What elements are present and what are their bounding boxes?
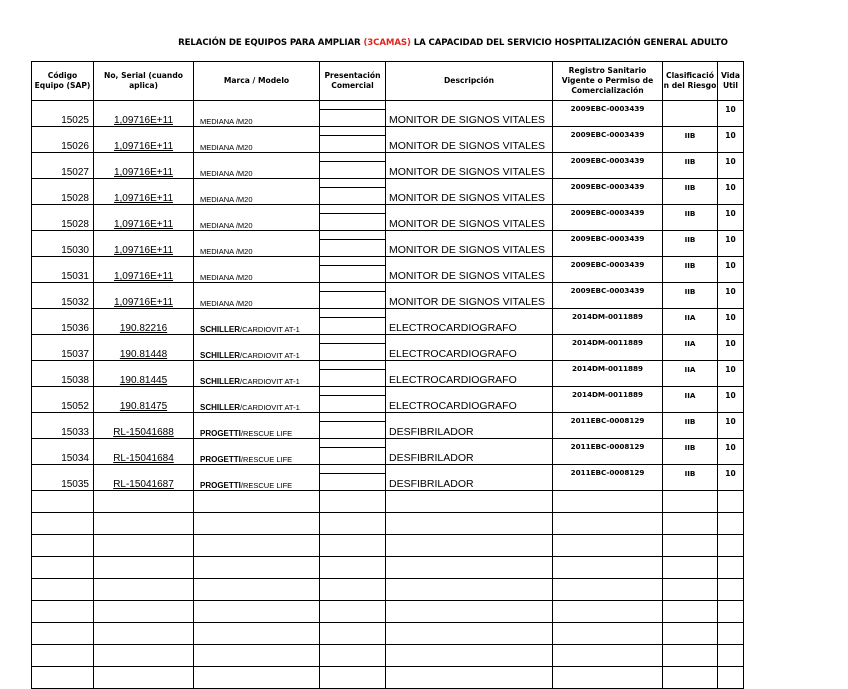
cell-risk: IIA (663, 387, 718, 413)
empty-cell (32, 513, 94, 535)
model-name: /CARDIOVIT AT-1 (240, 377, 300, 386)
serial-value: 1,09716E+11 (113, 245, 174, 256)
model-name: MEDIANA /M20 (200, 221, 253, 230)
presentation-box (320, 135, 385, 152)
cell-serial (94, 153, 194, 179)
cell-presentation (320, 413, 386, 439)
cell-presentation (320, 127, 386, 153)
empty-cell (386, 491, 553, 513)
presentation-box (320, 265, 385, 282)
title-before: RELACIÓN DE EQUIPOS PARA AMPLIAR (178, 38, 364, 48)
cell-life: 10 (718, 387, 744, 413)
table-row (32, 413, 744, 439)
empty-cell (94, 491, 194, 513)
empty-cell (386, 601, 553, 623)
brand-name: SCHILLER (200, 325, 240, 334)
empty-cell (663, 513, 718, 535)
empty-cell (553, 557, 663, 579)
model-name: MEDIANA /M20 (200, 299, 253, 308)
cell-presentation (320, 101, 386, 127)
serial-value: 1,09716E+11 (113, 141, 174, 152)
table-row (32, 153, 744, 179)
table-row (32, 361, 744, 387)
cell-brand-model (194, 335, 320, 361)
cell-code: 15033 (32, 413, 94, 439)
cell-risk: IIB (663, 231, 718, 257)
cell-code: 15030 (32, 231, 94, 257)
empty-cell (94, 535, 194, 557)
cell-brand-model (194, 465, 320, 491)
cell-brand-model (194, 387, 320, 413)
cell-brand-model (194, 283, 320, 309)
serial-value: 1,09716E+11 (113, 297, 174, 308)
cell-life: 10 (718, 231, 744, 257)
model-name: MEDIANA /M20 (200, 169, 253, 178)
empty-cell (553, 579, 663, 601)
serial-value: 1,09716E+11 (113, 115, 174, 126)
empty-cell (718, 623, 744, 645)
brand-name: SCHILLER (200, 377, 240, 386)
presentation-box (320, 291, 385, 308)
cell-serial (94, 231, 194, 257)
cell-brand-model (194, 413, 320, 439)
brand-name: PROGETTI (200, 429, 241, 438)
empty-cell (663, 623, 718, 645)
cell-brand-model (194, 127, 320, 153)
empty-cell (194, 667, 320, 689)
empty-cell (94, 601, 194, 623)
cell-description: MONITOR DE SIGNOS VITALES (386, 101, 553, 127)
table-row (32, 335, 744, 361)
cell-presentation (320, 309, 386, 335)
table-row (32, 231, 744, 257)
empty-cell (553, 513, 663, 535)
cell-presentation (320, 153, 386, 179)
cell-risk: IIB (663, 179, 718, 205)
cell-description: MONITOR DE SIGNOS VITALES (386, 283, 553, 309)
cell-code: 15028 (32, 179, 94, 205)
cell-risk: IIA (663, 335, 718, 361)
empty-cell (663, 557, 718, 579)
cell-description: ELECTROCARDIOGRAFO (386, 309, 553, 335)
header-serial: No, Serial (cuando aplica) (94, 62, 194, 101)
table-row (32, 257, 744, 283)
cell-brand-model (194, 179, 320, 205)
cell-registry: 2009EBC-0003439 (553, 205, 663, 231)
cell-serial (94, 335, 194, 361)
cell-registry: 2009EBC-0003439 (553, 127, 663, 153)
empty-cell (94, 667, 194, 689)
cell-presentation (320, 257, 386, 283)
cell-risk: IIB (663, 413, 718, 439)
cell-serial (94, 309, 194, 335)
model-name: /RESCUE LIFE (240, 481, 293, 490)
cell-serial (94, 179, 194, 205)
cell-presentation (320, 387, 386, 413)
serial-value: RL-15041687 (113, 479, 174, 490)
empty-cell (32, 601, 94, 623)
cell-presentation (320, 231, 386, 257)
cell-brand-model (194, 361, 320, 387)
header-brand: Marca / Modelo (194, 62, 320, 101)
cell-code: 15035 (32, 465, 94, 491)
cell-serial (94, 413, 194, 439)
table-row (32, 101, 744, 127)
empty-cell (553, 623, 663, 645)
empty-cell (553, 601, 663, 623)
cell-serial (94, 361, 194, 387)
cell-life: 10 (718, 205, 744, 231)
cell-code: 15052 (32, 387, 94, 413)
cell-brand-model (194, 205, 320, 231)
empty-cell (718, 491, 744, 513)
cell-registry: 2009EBC-0003439 (553, 231, 663, 257)
empty-cell (320, 601, 386, 623)
cell-description: MONITOR DE SIGNOS VITALES (386, 205, 553, 231)
empty-cell (386, 623, 553, 645)
empty-cell (94, 579, 194, 601)
cell-code: 15038 (32, 361, 94, 387)
cell-presentation (320, 283, 386, 309)
cell-life: 10 (718, 127, 744, 153)
presentation-box (320, 213, 385, 230)
cell-serial (94, 387, 194, 413)
empty-cell (94, 557, 194, 579)
empty-cell (320, 535, 386, 557)
presentation-box (320, 447, 385, 464)
presentation-box (320, 239, 385, 256)
header-presentation: Presentación Comercial (320, 62, 386, 101)
cell-life: 10 (718, 413, 744, 439)
cell-serial (94, 283, 194, 309)
empty-cell (32, 667, 94, 689)
cell-code: 15036 (32, 309, 94, 335)
cell-risk: IIB (663, 127, 718, 153)
empty-cell (386, 557, 553, 579)
empty-cell (663, 491, 718, 513)
empty-cell (94, 623, 194, 645)
table-header-row (32, 62, 744, 101)
model-name: MEDIANA /M20 (200, 273, 253, 282)
cell-serial (94, 127, 194, 153)
model-name: /RESCUE LIFE (240, 429, 293, 438)
cell-risk: IIB (663, 283, 718, 309)
empty-cell (194, 557, 320, 579)
empty-row (32, 579, 744, 601)
cell-code: 15037 (32, 335, 94, 361)
presentation-box (320, 369, 385, 386)
cell-risk: IIA (663, 309, 718, 335)
serial-value: 190.81445 (119, 375, 168, 386)
empty-cell (663, 535, 718, 557)
cell-serial (94, 257, 194, 283)
cell-registry: 2009EBC-0003439 (553, 283, 663, 309)
empty-cell (194, 535, 320, 557)
brand-name: PROGETTI (200, 481, 241, 490)
empty-cell (386, 535, 553, 557)
cell-life: 10 (718, 257, 744, 283)
serial-value: 1,09716E+11 (113, 193, 174, 204)
empty-cell (194, 623, 320, 645)
cell-brand-model (194, 231, 320, 257)
cell-registry: 2009EBC-0003439 (553, 257, 663, 283)
cell-life: 10 (718, 335, 744, 361)
cell-brand-model (194, 439, 320, 465)
empty-row (32, 535, 744, 557)
table-row (32, 127, 744, 153)
empty-cell (663, 667, 718, 689)
cell-registry: 2011EBC-0008129 (553, 413, 663, 439)
cell-life: 10 (718, 283, 744, 309)
cell-registry: 2014DM-0011889 (553, 335, 663, 361)
cell-presentation (320, 335, 386, 361)
model-name: MEDIANA /M20 (200, 195, 253, 204)
cell-serial (94, 465, 194, 491)
empty-row (32, 513, 744, 535)
cell-description: MONITOR DE SIGNOS VITALES (386, 231, 553, 257)
empty-cell (553, 667, 663, 689)
serial-value: 190.82216 (119, 323, 168, 334)
presentation-box (320, 109, 385, 126)
table-row (32, 439, 744, 465)
cell-registry: 2014DM-0011889 (553, 387, 663, 413)
cell-description: MONITOR DE SIGNOS VITALES (386, 179, 553, 205)
cell-risk: IIB (663, 257, 718, 283)
empty-cell (32, 535, 94, 557)
cell-presentation (320, 465, 386, 491)
serial-value: 1,09716E+11 (113, 167, 174, 178)
cell-description: DESFIBRILADOR (386, 413, 553, 439)
empty-cell (718, 579, 744, 601)
cell-description: ELECTROCARDIOGRAFO (386, 361, 553, 387)
presentation-box (320, 473, 385, 490)
empty-cell (32, 557, 94, 579)
empty-cell (320, 491, 386, 513)
model-name: /CARDIOVIT AT-1 (240, 403, 300, 412)
presentation-box (320, 161, 385, 178)
empty-cell (320, 579, 386, 601)
empty-cell (194, 513, 320, 535)
cell-life: 10 (718, 153, 744, 179)
header-code: Código Equipo (SAP) (32, 62, 94, 101)
table-row (32, 179, 744, 205)
cell-registry: 2009EBC-0003439 (553, 153, 663, 179)
presentation-box (320, 395, 385, 412)
cell-life: 10 (718, 101, 744, 127)
cell-description: MONITOR DE SIGNOS VITALES (386, 127, 553, 153)
empty-cell (718, 601, 744, 623)
cell-risk: IIA (663, 361, 718, 387)
model-name: /CARDIOVIT AT-1 (240, 325, 300, 334)
cell-description: DESFIBRILADOR (386, 465, 553, 491)
cell-registry: 2014DM-0011889 (553, 361, 663, 387)
empty-cell (386, 513, 553, 535)
cell-life: 10 (718, 361, 744, 387)
empty-cell (194, 579, 320, 601)
table-row (32, 309, 744, 335)
serial-value: RL-15041688 (113, 427, 174, 438)
header-registry: Registro Sanitario Vigente o Permiso de Comercialización (553, 62, 663, 101)
header-risk: Clasificació n del Riesgo (663, 62, 718, 101)
cell-registry: 2014DM-0011889 (553, 309, 663, 335)
empty-cell (32, 491, 94, 513)
serial-value: 1,09716E+11 (113, 219, 174, 230)
empty-cell (663, 601, 718, 623)
page-title (0, 38, 848, 48)
cell-serial (94, 439, 194, 465)
model-name: /CARDIOVIT AT-1 (240, 351, 300, 360)
cell-brand-model (194, 257, 320, 283)
cell-code: 15026 (32, 127, 94, 153)
empty-cell (553, 491, 663, 513)
empty-cell (320, 557, 386, 579)
cell-life: 10 (718, 309, 744, 335)
presentation-box (320, 317, 385, 334)
empty-cell (718, 535, 744, 557)
empty-row (32, 491, 744, 513)
empty-cell (32, 579, 94, 601)
empty-cell (386, 667, 553, 689)
empty-cell (718, 513, 744, 535)
cell-life: 10 (718, 179, 744, 205)
cell-registry: 2009EBC-0003439 (553, 101, 663, 127)
presentation-box (320, 421, 385, 438)
presentation-box (320, 343, 385, 360)
cell-presentation (320, 439, 386, 465)
empty-row (32, 667, 744, 689)
table-row (32, 283, 744, 309)
cell-brand-model (194, 309, 320, 335)
cell-description: ELECTROCARDIOGRAFO (386, 387, 553, 413)
serial-value: 190.81475 (119, 401, 168, 412)
cell-life: 10 (718, 439, 744, 465)
cell-code: 15034 (32, 439, 94, 465)
cell-code: 15031 (32, 257, 94, 283)
cell-presentation (320, 179, 386, 205)
cell-registry: 2011EBC-0008129 (553, 465, 663, 491)
title-after: LA CAPACIDAD DEL SERVICIO HOSPITALIZACIÓN GENERAL ADULTO (410, 38, 728, 48)
brand-name: PROGETTI (200, 455, 241, 464)
serial-value: 190.81448 (119, 349, 168, 360)
empty-cell (718, 557, 744, 579)
cell-registry: 2009EBC-0003439 (553, 179, 663, 205)
empty-row (32, 623, 744, 645)
model-name: MEDIANA /M20 (200, 247, 253, 256)
cell-description: MONITOR DE SIGNOS VITALES (386, 153, 553, 179)
cell-description: DESFIBRILADOR (386, 439, 553, 465)
model-name: MEDIANA /M20 (200, 143, 253, 152)
serial-value: RL-15041684 (113, 453, 174, 464)
cell-code: 15032 (32, 283, 94, 309)
cell-presentation (320, 361, 386, 387)
cell-description: ELECTROCARDIOGRAFO (386, 335, 553, 361)
empty-row (32, 601, 744, 623)
empty-cell (32, 623, 94, 645)
empty-cell (94, 513, 194, 535)
presentation-box (320, 187, 385, 204)
cell-presentation (320, 205, 386, 231)
cell-brand-model (194, 153, 320, 179)
empty-cell (320, 623, 386, 645)
model-name: /RESCUE LIFE (240, 455, 293, 464)
empty-cell (553, 535, 663, 557)
empty-cell (663, 579, 718, 601)
table-row (32, 465, 744, 491)
empty-cell (320, 667, 386, 689)
empty-cell (194, 491, 320, 513)
brand-name: SCHILLER (200, 351, 240, 360)
cell-risk: IIB (663, 465, 718, 491)
cell-registry: 2011EBC-0008129 (553, 439, 663, 465)
cell-risk: IIB (663, 439, 718, 465)
empty-row (32, 557, 744, 579)
header-life: Vida Util (718, 62, 744, 101)
empty-cell (320, 513, 386, 535)
cell-description: MONITOR DE SIGNOS VITALES (386, 257, 553, 283)
header-description: Descripción (386, 62, 553, 101)
cell-serial (94, 205, 194, 231)
cell-code: 15027 (32, 153, 94, 179)
equipment-table (31, 61, 744, 689)
cell-serial (94, 101, 194, 127)
serial-value: 1,09716E+11 (113, 271, 174, 282)
empty-cell (718, 667, 744, 689)
empty-cell (386, 579, 553, 601)
table-row (32, 205, 744, 231)
brand-name: SCHILLER (200, 403, 240, 412)
cell-risk (663, 101, 718, 127)
cell-code: 15025 (32, 101, 94, 127)
model-name: MEDIANA /M20 (200, 117, 253, 126)
cell-risk: IIB (663, 205, 718, 231)
cell-code: 15028 (32, 205, 94, 231)
title-highlight: (3CAMAS) (363, 38, 411, 48)
cell-risk: IIB (663, 153, 718, 179)
cell-life: 10 (718, 465, 744, 491)
cell-brand-model (194, 101, 320, 127)
table-row (32, 387, 744, 413)
empty-cell (194, 601, 320, 623)
